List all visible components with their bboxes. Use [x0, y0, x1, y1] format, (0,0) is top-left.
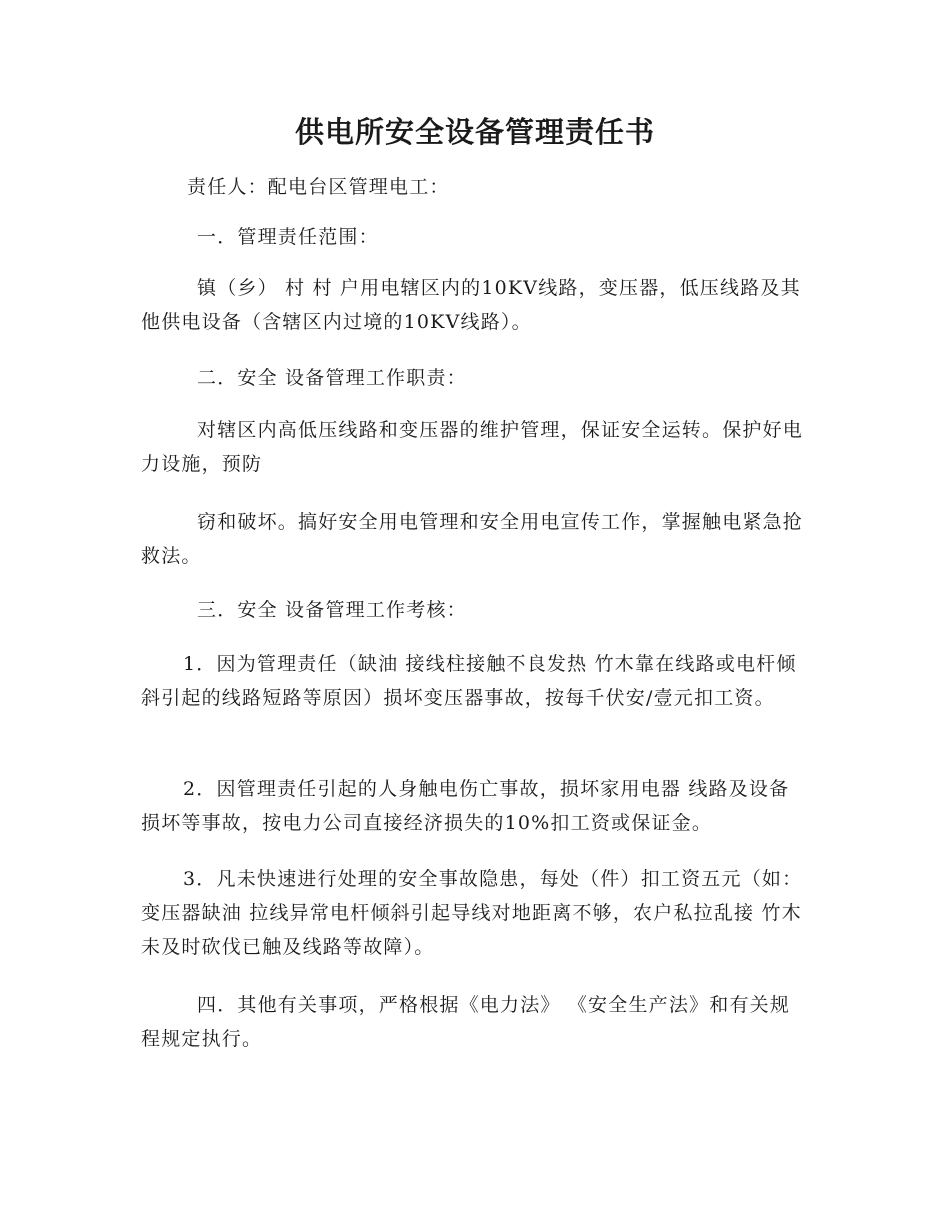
responsible-person-line: 责任人：配电台区管理电工：: [187, 176, 450, 198]
assessment-item-3: 3．凡未快速进行处理的安全事故隐患，每处（件）扣工资五元（如：变压器缺油 拉线异常电杆倾斜引起导线对地距离不够，农户私拉乱接 竹木未及时砍伐已触及线路等故障）。: [141, 868, 803, 958]
document-title: 供电所安全设备管理责任书: [294, 115, 655, 149]
section-heading-assessment: 三．安全 设备管理工作考核：: [197, 599, 467, 621]
scope-paragraph: 镇（乡） 村 村 户用电辖区内的10KV线路，变压器，低压线路及其他供电设备（含辖区内过境的10KV线路）。: [141, 277, 801, 333]
section-heading-scope: 一．管理责任范围：: [197, 226, 379, 248]
assessment-item-2: 2．因管理责任引起的人身触电伤亡事故，损坏家用电器 线路及设备损坏等事故，按电力公司直接经济损失的10%扣工资或保证金。: [141, 778, 790, 834]
duties-paragraph-2: 窃和破坏。搞好安全用电管理和安全用电宣传工作，掌握触电紧急抢救法。: [141, 511, 804, 567]
duties-paragraph-1: 对辖区内高低压线路和变压器的维护管理，保证安全运转。保护好电力设施，预防: [141, 419, 804, 475]
section-other-matters: 四．其他有关事项，严格根据《电力法》 《安全生产法》和有关规程规定执行。: [141, 994, 791, 1050]
section-heading-duties: 二．安全 设备管理工作职责：: [197, 367, 467, 389]
assessment-item-1: 1．因为管理责任（缺油 接线柱接触不良发热 竹木靠在线路或电杆倾斜引起的线路短路等原因）损坏变压器事故，按每千伏安/壹元扣工资。: [141, 653, 797, 709]
